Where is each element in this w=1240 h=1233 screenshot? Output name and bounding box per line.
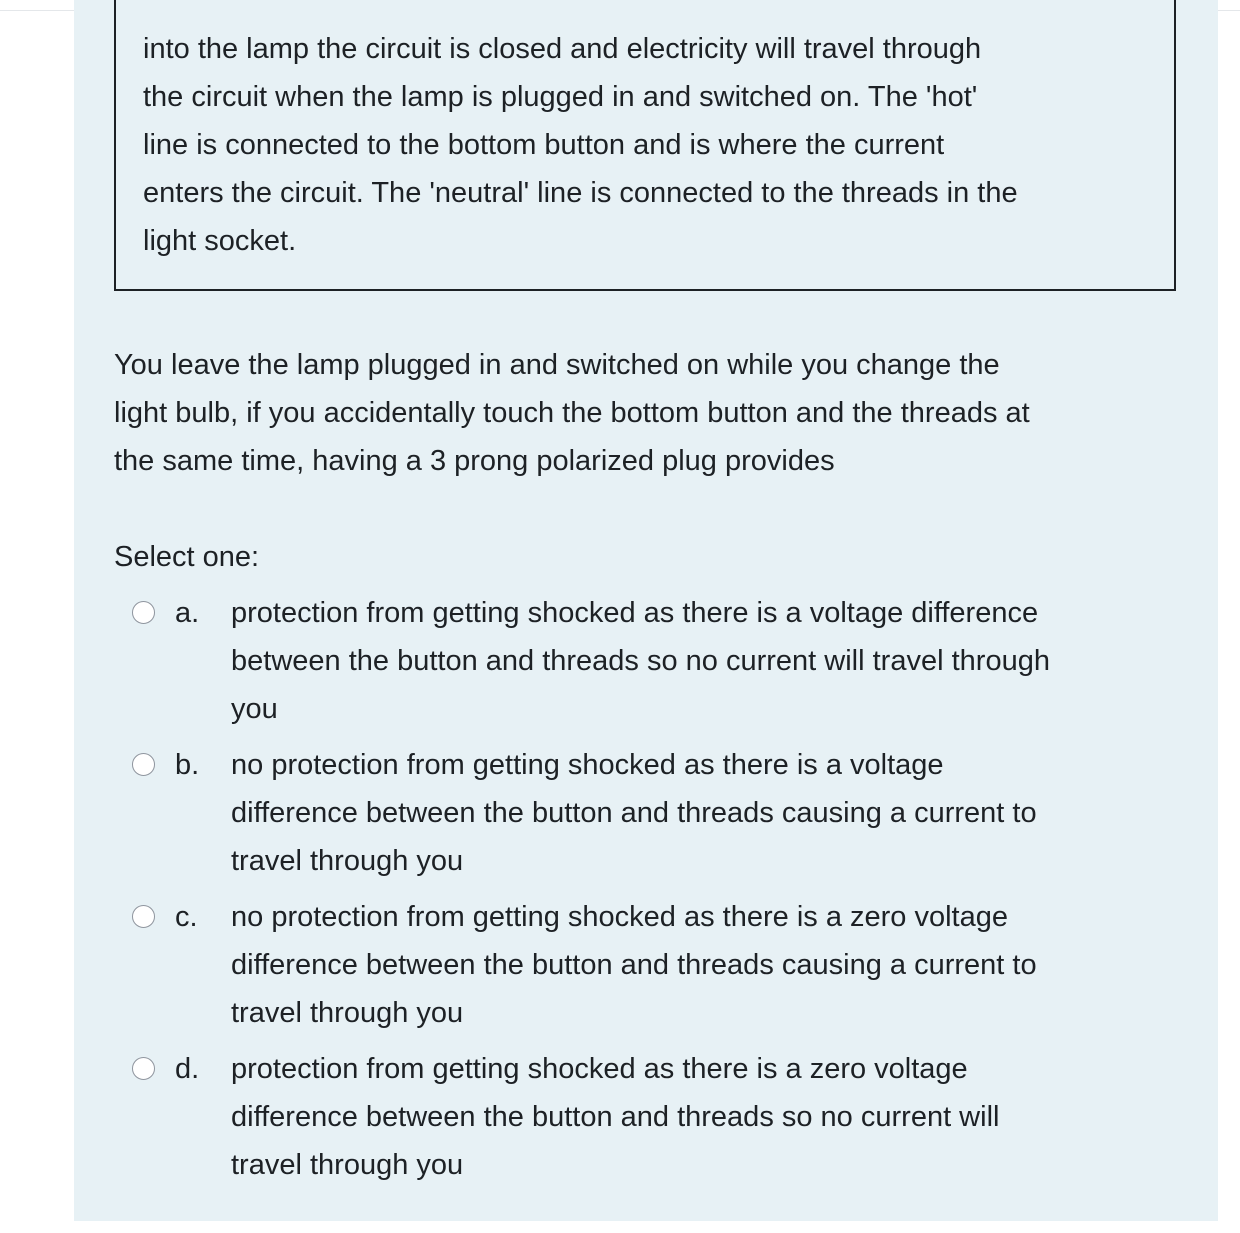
info-text bbox=[143, 0, 1153, 265]
info-line: the circuit when the lamp is plugged in and switched on. The 'hot' bbox=[143, 81, 978, 113]
option-line: difference between the button and threads causing a current to bbox=[231, 797, 1037, 829]
info-line: line is connected to the bottom button and is where the current bbox=[143, 129, 945, 161]
question-line: You leave the lamp plugged in and switched on while you change the bbox=[114, 349, 1000, 381]
radio-button-c[interactable] bbox=[132, 905, 155, 928]
option-letter: c. bbox=[175, 901, 198, 933]
option-line: travel through you bbox=[231, 1149, 464, 1181]
radio-button-a[interactable] bbox=[132, 601, 155, 624]
option-text[interactable] bbox=[231, 893, 1191, 1037]
info-line: light socket. bbox=[143, 225, 297, 257]
option-letter: d. bbox=[175, 1053, 200, 1085]
option-line: protection from getting shocked as there is a zero voltage bbox=[231, 1053, 968, 1085]
question-panel bbox=[74, 0, 1218, 1221]
option-line: travel through you bbox=[231, 997, 464, 1029]
question-text bbox=[114, 341, 1184, 485]
option-line: travel through you bbox=[231, 845, 464, 877]
option-text[interactable] bbox=[231, 741, 1191, 885]
question-line: the same time, having a 3 prong polarized plug provides bbox=[114, 445, 835, 477]
info-box bbox=[114, 0, 1176, 291]
option-line: no protection from getting shocked as there is a voltage bbox=[231, 749, 944, 781]
option-line: no protection from getting shocked as there is a zero voltage bbox=[231, 901, 1008, 933]
info-line: into the lamp the circuit is closed and electricity will travel through bbox=[143, 33, 982, 65]
option-line: you bbox=[231, 693, 278, 725]
question-line: light bulb, if you accidentally touch the bottom button and the threads at bbox=[114, 397, 1030, 429]
option-line: protection from getting shocked as there is a voltage difference bbox=[231, 597, 1039, 629]
option-line: between the button and threads so no current will travel through bbox=[231, 645, 1050, 677]
info-line: enters the circuit. The 'neutral' line is connected to the threads in the bbox=[143, 177, 1018, 209]
option-line: difference between the button and threads so no current will bbox=[231, 1101, 1000, 1133]
select-one-label: Select one: bbox=[114, 541, 260, 573]
option-text[interactable] bbox=[231, 1045, 1191, 1189]
option-text[interactable] bbox=[231, 589, 1191, 733]
option-letter: a. bbox=[175, 597, 200, 629]
option-line: difference between the button and threads causing a current to bbox=[231, 949, 1037, 981]
option-letter: b. bbox=[175, 749, 200, 781]
radio-button-b[interactable] bbox=[132, 753, 155, 776]
radio-button-d[interactable] bbox=[132, 1057, 155, 1080]
